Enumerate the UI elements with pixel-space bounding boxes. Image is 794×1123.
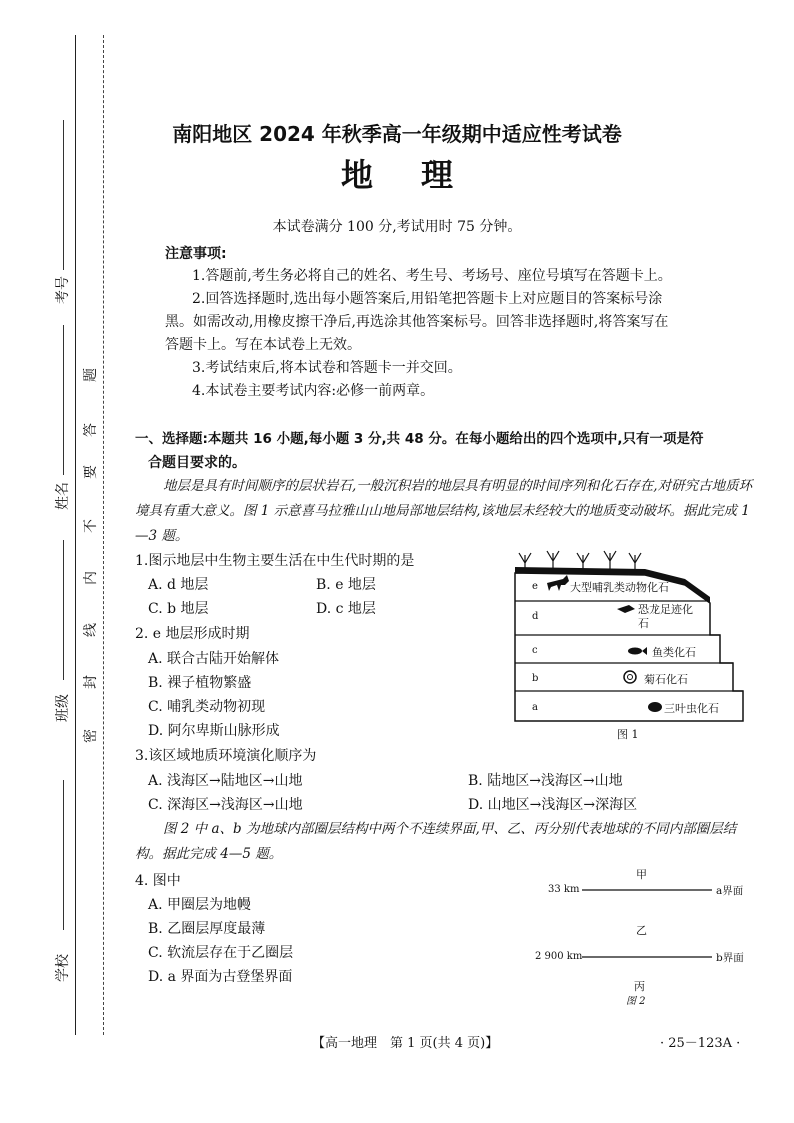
trilobite-icon — [648, 702, 662, 712]
q2-option-a[interactable]: A. 联合古陆开始解体 — [148, 651, 280, 667]
warning-char: 不 — [83, 519, 99, 533]
q1-option-a[interactable]: A. d 地层 — [148, 577, 209, 593]
paper-code: · 25－123A · — [660, 1036, 741, 1051]
q3-option-d[interactable]: D. 山地区→浅海区→深海区 — [468, 797, 638, 813]
class-blank — [63, 540, 64, 680]
school-label: 学校 — [55, 954, 71, 982]
layer-label-b: b — [532, 673, 539, 684]
name-label: 姓名 — [55, 482, 71, 510]
intro-paragraph-2: 图 2 中 a、b 为地球内部圈层结构中两个不连续界面,甲、乙、丙分别代表地球的不同内部圈层结构。据此完成 4—5 题。 — [135, 821, 737, 862]
layer-label-d: d — [532, 611, 539, 622]
strata-outline — [515, 573, 743, 721]
label-b-interface: b界面 — [716, 952, 744, 964]
fossil-label-e: 大型哺乳类动物化石 — [570, 581, 669, 594]
q4-option-d[interactable]: D. a 界面为古登堡界面 — [148, 969, 293, 985]
layer-bing: 丙 — [634, 980, 645, 993]
q3-option-b[interactable]: B. 陆地区→浅海区→山地 — [468, 773, 623, 789]
q3-stem: 3.该区域地质环境演化顺序为 — [135, 748, 317, 764]
q2-stem: 2. e 地层形成时期 — [135, 626, 250, 642]
layer-jia: 甲 — [636, 868, 647, 881]
notice-item: 答题卡上。写在本试卷上无效。 — [165, 337, 361, 353]
q4-option-c[interactable]: C. 软流层存在于乙圈层 — [148, 945, 294, 961]
class-label: 班级 — [55, 694, 71, 722]
warning-char: 线 — [83, 623, 99, 637]
q4-option-a[interactable]: A. 甲圈层为地幔 — [148, 897, 252, 913]
section-heading-cont: 合题目要求的。 — [148, 455, 246, 471]
q1-option-d[interactable]: D. c 地层 — [316, 601, 376, 617]
figure-2-earth-layers — [580, 880, 715, 970]
q3-option-a[interactable]: A. 浅海区→陆地区→山地 — [148, 773, 303, 789]
warning-char: 题 — [83, 368, 99, 382]
figure-2-caption: 图 2 — [626, 996, 646, 1007]
label-a-interface: a界面 — [716, 885, 744, 897]
q3-option-c[interactable]: C. 深海区→浅海区→山地 — [148, 797, 303, 813]
notice-item: 3.考试结束后,将本试卷和答题卡一并交回。 — [192, 360, 462, 376]
subject-title: 地理 — [340, 156, 501, 194]
layer-label-e: e — [532, 581, 538, 592]
q4-option-b[interactable]: B. 乙圈层厚度最薄 — [148, 921, 266, 937]
warning-char: 内 — [83, 571, 99, 585]
exam-title: 南阳地区 2024 年秋季高一年级期中适应性考试卷 — [172, 122, 622, 146]
exam-info: 本试卷满分 100 分,考试用时 75 分钟。 — [272, 219, 522, 235]
notice-heading: 注意事项: — [165, 246, 227, 262]
notice-item: 4.本试卷主要考试内容:必修一前两章。 — [192, 383, 435, 399]
fossil-label-d: 恐龙足迹化石 — [638, 603, 693, 630]
layer-label-c: c — [532, 645, 538, 656]
figure-1-caption: 图 1 — [617, 728, 639, 741]
school-blank — [63, 780, 64, 930]
intro-paragraph-1: 地层是具有时间顺序的层状岩石,一般沉积岩的地层具有明显的时间序列和化石存在,对研究古地质环境具有重大意义。图 1 示意喜马拉雅山山地局部地层结构,该地层未经较大的地质变动破坏。据此完成 1—3 题。 — [135, 478, 753, 544]
q2-option-d[interactable]: D. 阿尔卑斯山脉形成 — [148, 723, 280, 739]
notice-item: 2.回答选择题时,选出每小题答案后,用铅笔把答题卡上对应题目的答案标号涂 — [192, 291, 663, 307]
depth-b: 2 900 km — [535, 951, 583, 962]
warning-char: 答 — [83, 423, 99, 437]
fossil-label-b: 菊石化石 — [644, 673, 688, 686]
fossil-label-a: 三叶虫化石 — [664, 702, 719, 715]
q2-option-b[interactable]: B. 裸子植物繁盛 — [148, 675, 252, 691]
q1-stem: 1.图示地层中生物主要生活在中生代时期的是 — [135, 553, 415, 569]
section-heading: 一、选择题:本题共 16 小题,每小题 3 分,共 48 分。在每小题给出的四个选项中,只有一项是符 — [135, 431, 704, 447]
warning-char: 要 — [83, 465, 99, 479]
depth-a: 33 km — [548, 884, 580, 895]
q2-option-c[interactable]: C. 哺乳类动物初现 — [148, 699, 266, 715]
fossil-label-c: 鱼类化石 — [652, 646, 696, 659]
exam-no-label: 考号 — [55, 276, 71, 304]
page-footer: 【高一地理 第 1 页(共 4 页)】 — [312, 1036, 499, 1051]
name-blank — [63, 325, 64, 475]
q1-option-b[interactable]: B. e 地层 — [316, 577, 376, 593]
figure-1-strata-diagram — [505, 545, 760, 745]
warning-char: 密 — [83, 729, 99, 743]
q4-stem: 4. 图中 — [135, 873, 181, 889]
notice-item: 1.答题前,考生务必将自己的姓名、考生号、考场号、座位号填写在答题卡上。 — [192, 268, 672, 284]
warning-char: 封 — [83, 675, 99, 689]
layer-yi: 乙 — [636, 924, 647, 937]
q1-option-c[interactable]: C. b 地层 — [148, 601, 209, 617]
fish-fossil-icon — [628, 648, 642, 655]
notice-item: 黑。如需改动,用橡皮擦干净后,再选涂其他答案标号。回答非选择题时,将答案写在 — [165, 314, 669, 330]
layer-label-a: a — [532, 702, 538, 713]
